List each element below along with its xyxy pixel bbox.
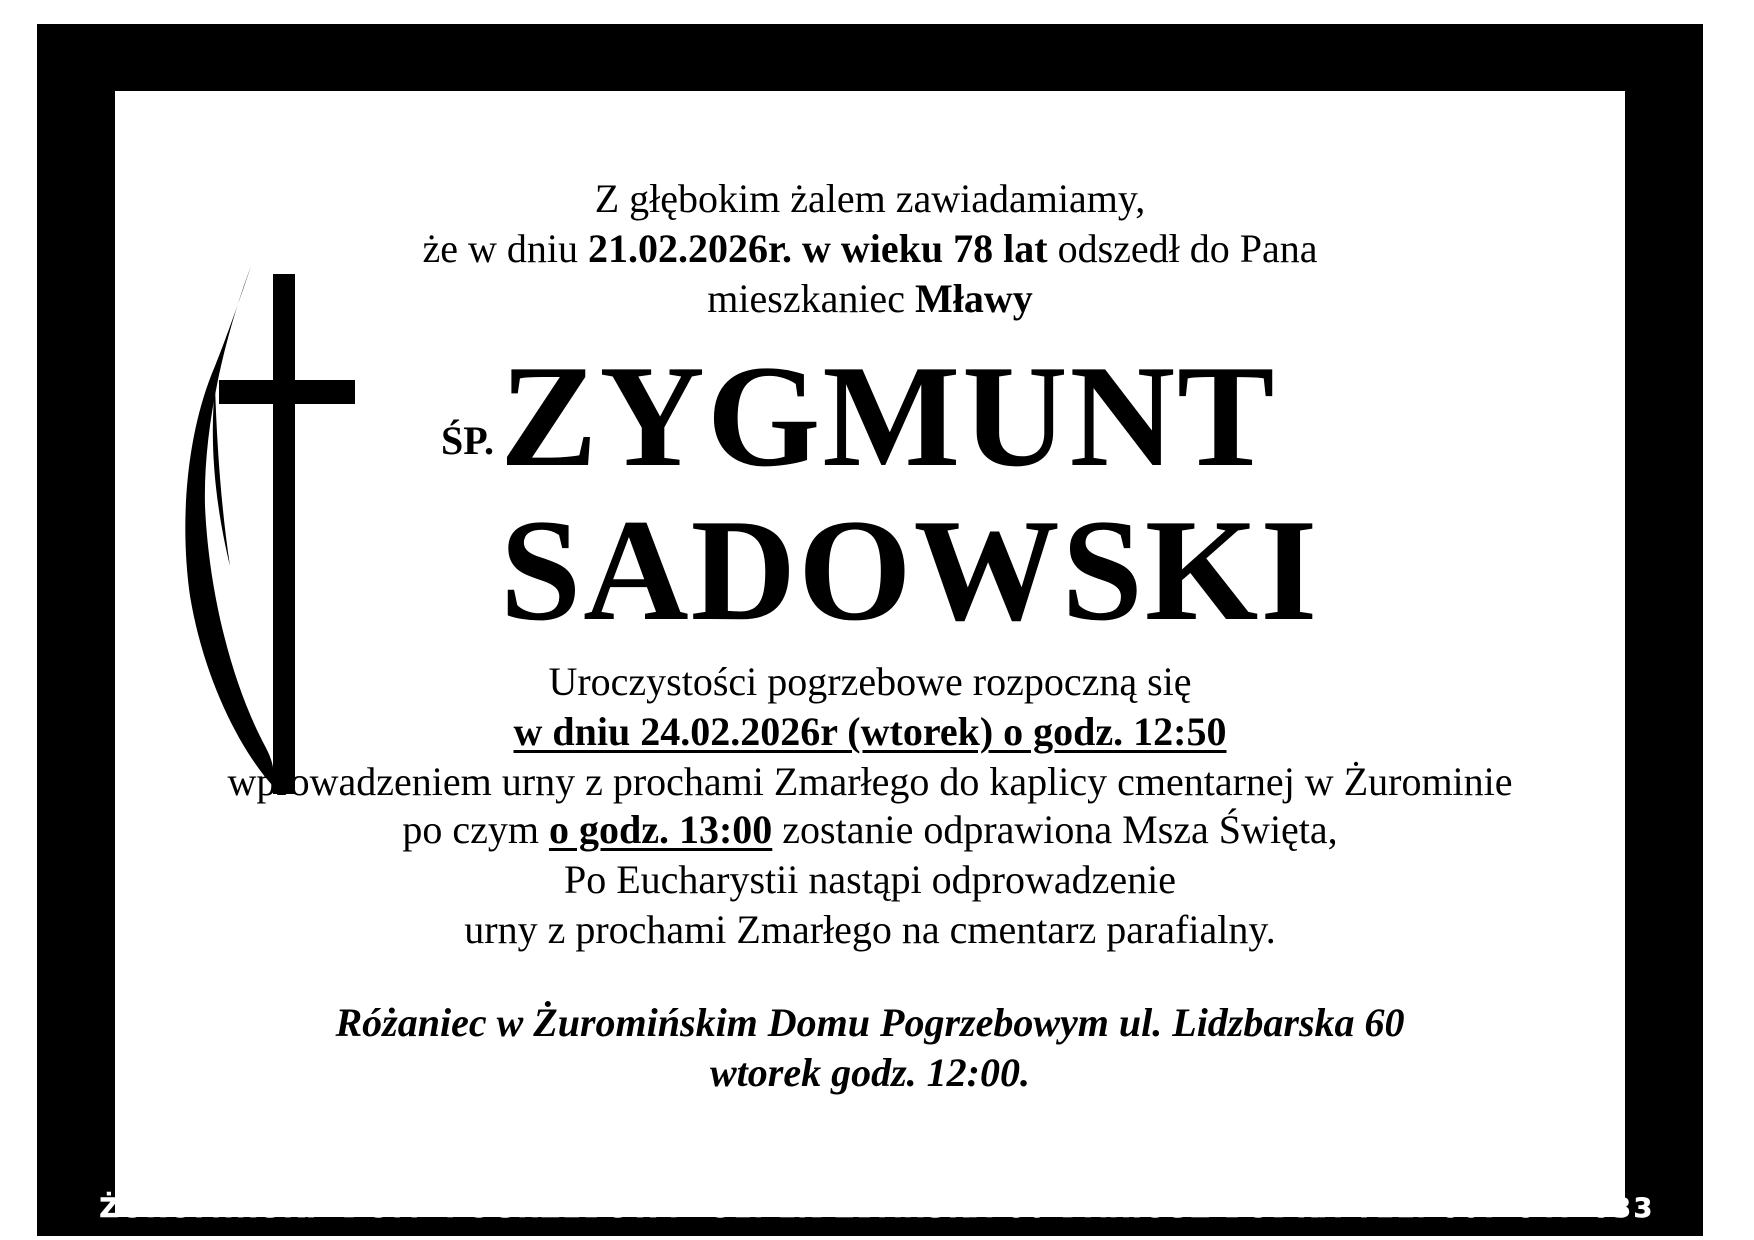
- first-name: ZYGMUNT: [500, 335, 1277, 497]
- intro-line-1: Z głębokim żalem zawiadamiamy,: [594, 176, 1146, 221]
- intro-line-3: mieszkaniec Mławy: [707, 276, 1033, 321]
- obituary-panel: [115, 91, 1625, 1217]
- rosary-line-2: wtorek godz. 12:00.: [710, 1050, 1030, 1095]
- rosary-line-1: Różaniec w Żuromińskim Domu Pogrzebowym ul. Lidzbarska 60: [335, 1000, 1405, 1045]
- footer-funeral-home: ŻUROMIŃSKI DOM POGRZEBOWY UL. LIDZBARSKA 60 DARIUSZ BUDKA TEL. 607 647 633: [99, 1193, 1655, 1224]
- hometown: Mławy: [914, 276, 1033, 321]
- funeral-line-4: po czym o godz. 13:00 zostanie odprawiona Msza Święta,: [402, 807, 1338, 852]
- funeral-line-6: urny z prochami Zmarłego na cmentarz parafialny.: [464, 907, 1276, 952]
- funeral-line-5: Po Eucharystii nastąpi odprowadzenie: [563, 857, 1177, 902]
- name-prefix: ŚP.: [441, 418, 495, 463]
- mass-time: o godz. 13:00: [548, 807, 773, 852]
- funeral-line-1: Uroczystości pogrzebowe rozpoczną się: [548, 659, 1192, 704]
- last-name: SADOWSKI: [500, 489, 1320, 651]
- funeral-line-3: wprowadzeniem urny z prochami Zmarłego do kaplicy cmentarnej w Żurominie: [227, 759, 1513, 804]
- obituary-border: [37, 24, 1703, 1236]
- death-date-age: 21.02.2026r. w wieku 78 lat: [587, 226, 1048, 271]
- funeral-date-time: w dniu 24.02.2026r (wtorek) o godz. 12:50: [513, 709, 1227, 754]
- intro-line-2: że w dniu 21.02.2026r. w wieku 78 lat odszedł do Pana: [422, 226, 1318, 271]
